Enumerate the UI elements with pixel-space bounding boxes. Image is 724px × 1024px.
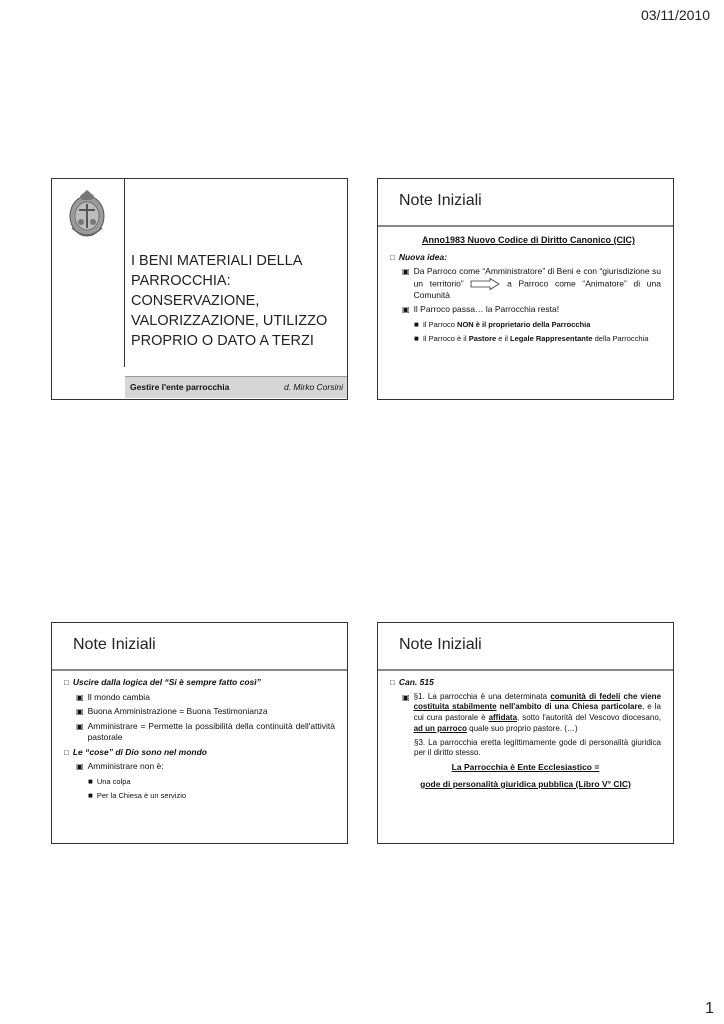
footer-course-title: Gestire l'ente parrocchia [130, 382, 230, 392]
slide-body [390, 235, 661, 348]
slide-note-iniziali-3 [377, 622, 674, 844]
filled-square-bullet-icon: ■ [88, 791, 93, 800]
presentation-title: I BENI MATERIALI DELLA PARROCCHIA: CONSERVAZIONE, VALORIZZAZIONE, UTILIZZO PROPRIO O DATO A TERZI [131, 253, 328, 349]
list-item: ▣ Amministrare = Permette la possibilità della continuità dell'attività pastorale [76, 720, 335, 742]
slide-heading: Note Iniziali [399, 636, 482, 653]
filled-square-bullet-icon: ■ [414, 319, 419, 329]
list-item: □ Can. 515 [390, 677, 434, 687]
square-bullet-icon: ▣ [76, 721, 84, 731]
slide-note-iniziali-1 [377, 178, 674, 400]
checkbox-bullet-icon: □ [64, 678, 69, 687]
list-item: ■ Il Parroco NON è il proprietario della Parrocchia [414, 319, 591, 329]
square-bullet-icon: ▣ [76, 707, 84, 716]
list-item: ▣ Il Parroco passa… la Parrocchia resta! [402, 304, 560, 314]
slide-heading: Note Iniziali [399, 192, 482, 209]
square-bullet-icon: ▣ [402, 305, 410, 314]
slide-body [64, 677, 335, 805]
filled-square-bullet-icon: ■ [88, 776, 93, 786]
arrow-right-icon [470, 278, 500, 290]
list-item: ▣ Buona Amministrazione = Buona Testimonianza [76, 706, 268, 716]
print-date: 03/11/2010 [640, 7, 710, 23]
checkbox-bullet-icon: □ [390, 678, 395, 687]
footer-author: d. Mirko Corsini [283, 382, 343, 392]
list-item: ■ Una colpa [88, 776, 131, 786]
parish-crest-icon [66, 188, 108, 240]
list-item: ▣ Amministrare non è: [76, 761, 164, 771]
title-divider [378, 225, 673, 227]
list-item: §3. La parrocchia eretta legittimamente gode di personalità giuridica per il diritto stesso. [414, 737, 661, 758]
slide-heading: Note Iniziali [73, 636, 156, 653]
title-divider [378, 669, 673, 671]
filled-square-bullet-icon: ■ [414, 334, 419, 343]
square-bullet-icon: ▣ [402, 692, 410, 702]
slide-body [390, 677, 661, 790]
list-item: ▣ Il mondo cambia [76, 691, 150, 702]
slide-note-iniziali-2 [51, 622, 348, 844]
square-bullet-icon: ▣ [402, 267, 410, 276]
square-bullet-icon: ▣ [76, 692, 84, 702]
list-item: □ Nuova idea: [390, 251, 448, 262]
square-bullet-icon: ▣ [76, 762, 84, 771]
slide-title-page [51, 178, 348, 400]
page-number: 1 [705, 1000, 714, 1017]
slide-footer-band [125, 376, 348, 398]
list-item: ▣ §1. La parrocchia è una determinata comunità di fedeli che viene costituita stabilmente nell'ambito di una Chiesa particolare, e la cui cura pastorale è affidata, sotto l'autorità del Vescovo diocesano, ad un parroco quale suo proprio pastore. (…) [402, 691, 662, 733]
list-item: ▣ Da Parroco come “Amministratore” di Beni e con “giurisdizione su un territorio” a Parroco come “Animatore” di una Comunità [402, 266, 661, 300]
cic-heading: Anno1983 Nuovo Codice di Diritto Canonico (CIC) [421, 235, 635, 245]
title-divider [52, 669, 347, 671]
checkbox-bullet-icon: □ [390, 252, 395, 262]
conclusion-line-1: La Parrocchia è Ente Ecclesiastico = [451, 762, 600, 773]
list-item: ■ Per la Chiesa è un servizio [88, 791, 187, 800]
slide-left-panel [52, 179, 125, 367]
list-item: ■ Il Parroco è il Pastore e il Legale Rappresentante della Parrocchia [414, 334, 649, 343]
checkbox-bullet-icon: □ [64, 747, 69, 757]
list-item: □ Uscire dalla logica del “Si è sempre fatto così” [64, 677, 261, 687]
conclusion-line-2: gode di personalità giuridica pubblica (Libro V° CIC) [420, 778, 631, 789]
list-item: □ Le “cose” di Dio sono nel mondo [64, 746, 207, 757]
